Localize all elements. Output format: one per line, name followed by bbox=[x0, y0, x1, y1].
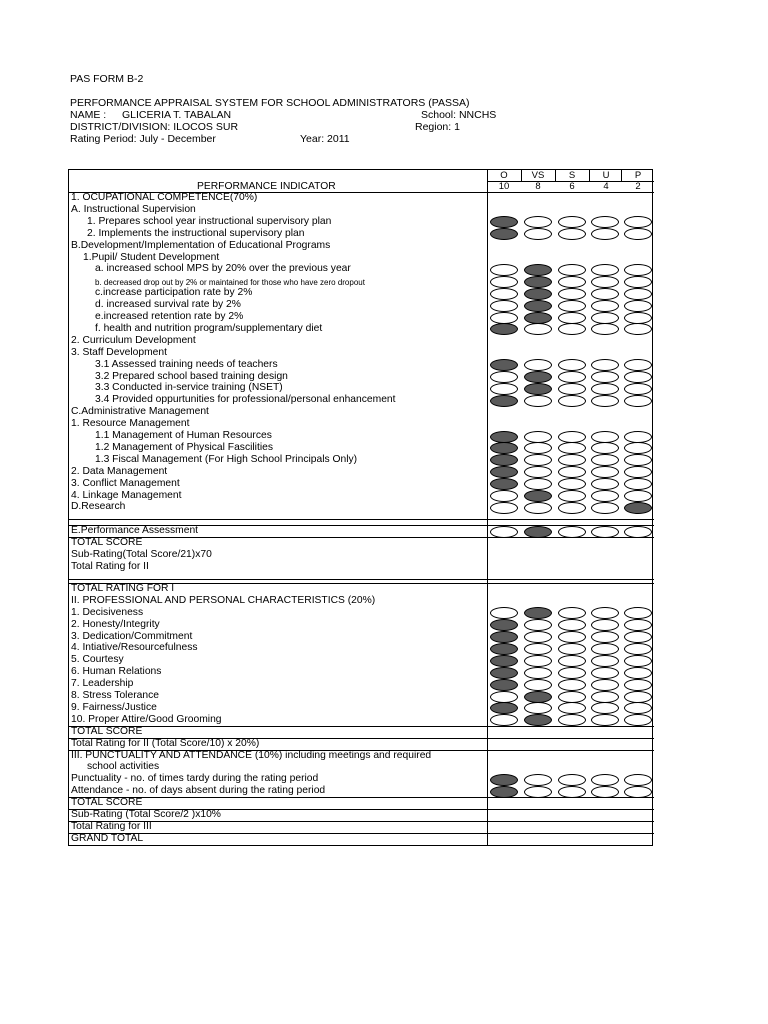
rating-bubble-vs[interactable] bbox=[524, 679, 552, 691]
indicator-label: 10. Proper Attire/Good Grooming bbox=[71, 713, 222, 725]
rating-bubble-o[interactable] bbox=[490, 300, 518, 312]
rating-bubble-s[interactable] bbox=[558, 774, 586, 786]
column-divider bbox=[589, 170, 590, 181]
rating-bubble-vs[interactable] bbox=[524, 786, 552, 798]
rating-bubble-vs[interactable] bbox=[524, 395, 552, 407]
indicator-label: 2. Data Management bbox=[71, 465, 168, 477]
column-code: U bbox=[602, 170, 610, 181]
rating-bubble-p[interactable] bbox=[624, 526, 652, 538]
rating-bubble-s[interactable] bbox=[558, 667, 586, 679]
indicator-label: 1. Decisiveness bbox=[71, 606, 144, 618]
indicator-label: Punctuality - no. of times tardy during the rating period bbox=[71, 773, 319, 785]
rating-bubble-s[interactable] bbox=[558, 643, 586, 655]
row-divider bbox=[69, 583, 654, 584]
rating-bubble-o[interactable] bbox=[490, 264, 518, 276]
indicator-label: a. increased school MPS by 20% over the previous year bbox=[95, 263, 351, 275]
rating-bubble-vs[interactable] bbox=[524, 359, 552, 371]
rating-bubble-u[interactable] bbox=[591, 702, 619, 714]
rating-bubble-s[interactable] bbox=[558, 786, 586, 798]
rating-bubble-vs[interactable] bbox=[524, 300, 552, 312]
indicator-label: 1.3 Fiscal Management (For High School Principals Only) bbox=[95, 453, 358, 465]
rating-bubble-o[interactable] bbox=[490, 702, 518, 714]
rating-bubble-vs[interactable] bbox=[524, 431, 552, 443]
rating-bubble-u[interactable] bbox=[591, 607, 619, 619]
rating-bubble-u[interactable] bbox=[591, 300, 619, 312]
rating-bubble-p[interactable] bbox=[624, 774, 652, 786]
rating-period-field: Rating Period: July - December bbox=[70, 133, 216, 145]
indicator-label: f. health and nutrition program/supplementary diet bbox=[95, 322, 323, 334]
rating-bubble-p[interactable] bbox=[624, 312, 652, 324]
indicator-label: 8. Stress Tolerance bbox=[71, 690, 159, 701]
rating-bubble-u[interactable] bbox=[591, 631, 619, 643]
rating-bubble-vs[interactable] bbox=[524, 312, 552, 324]
rating-bubble-u[interactable] bbox=[591, 371, 619, 383]
indicator-label: 4. Intiative/Resourcefulness bbox=[71, 642, 198, 654]
indicator-label: Total Rating for III bbox=[71, 820, 152, 832]
indicator-label: 4. Linkage Management bbox=[71, 489, 182, 501]
row-divider bbox=[69, 833, 654, 834]
rating-bubble-s[interactable] bbox=[558, 714, 586, 726]
rating-bubble-o[interactable] bbox=[490, 691, 518, 703]
indicator-label: 3. Dedication/Commitment bbox=[71, 630, 193, 642]
rating-bubble-s[interactable] bbox=[558, 619, 586, 631]
rating-bubble-vs[interactable] bbox=[524, 526, 552, 538]
rating-bubble-s[interactable] bbox=[558, 454, 586, 466]
rating-bubble-s[interactable] bbox=[558, 312, 586, 324]
indicator-label: 2. Implements the instructional supervisory plan bbox=[87, 227, 305, 239]
rating-bubble-p[interactable] bbox=[624, 607, 652, 619]
rating-bubble-o[interactable] bbox=[490, 323, 518, 335]
rating-bubble-o[interactable] bbox=[490, 466, 518, 478]
rating-bubble-p[interactable] bbox=[624, 478, 652, 490]
rating-bubble-p[interactable] bbox=[624, 395, 652, 407]
indicator-label: 7. Leadership bbox=[71, 678, 134, 690]
rating-bubble-u[interactable] bbox=[591, 323, 619, 335]
indicator-label: 3.4 Provided oppurtunities for professional/personal enhancement bbox=[95, 394, 396, 406]
rating-bubble-o[interactable] bbox=[490, 526, 518, 538]
column-divider bbox=[555, 170, 556, 181]
rating-bubble-p[interactable] bbox=[624, 228, 652, 240]
row-divider bbox=[69, 750, 654, 751]
rating-bubble-p[interactable] bbox=[624, 502, 652, 514]
rating-bubble-u[interactable] bbox=[591, 478, 619, 490]
column-points: 4 bbox=[603, 181, 609, 192]
rating-bubble-p[interactable] bbox=[624, 454, 652, 466]
rating-bubble-o[interactable] bbox=[490, 490, 518, 502]
rating-bubble-s[interactable] bbox=[558, 607, 586, 619]
rating-bubble-o[interactable] bbox=[490, 631, 518, 643]
indicator-label: A. Instructional Supervision bbox=[71, 203, 196, 215]
indicator-label: 1. Prepares school year instructional supervisory plan bbox=[87, 215, 332, 227]
rating-bubble-vs[interactable] bbox=[524, 288, 552, 300]
rating-bubble-u[interactable] bbox=[591, 655, 619, 667]
indicator-label: Attendance - no. of days absent during the rating period bbox=[71, 785, 326, 797]
rating-bubble-u[interactable] bbox=[591, 264, 619, 276]
rating-bubble-o[interactable] bbox=[490, 502, 518, 514]
form-id: PAS FORM B-2 bbox=[70, 73, 144, 85]
row-divider bbox=[69, 726, 654, 727]
rating-bubble-o[interactable] bbox=[490, 371, 518, 383]
rating-bubble-u[interactable] bbox=[591, 383, 619, 395]
rating-bubble-o[interactable] bbox=[490, 359, 518, 371]
rating-bubble-p[interactable] bbox=[624, 466, 652, 478]
indicator-label: 3. Conflict Management bbox=[71, 477, 180, 489]
rating-bubble-p[interactable] bbox=[624, 643, 652, 655]
rating-bubble-s[interactable] bbox=[558, 502, 586, 514]
rating-bubble-vs[interactable] bbox=[524, 323, 552, 335]
rating-bubble-s[interactable] bbox=[558, 490, 586, 502]
region-field: Region: 1 bbox=[415, 121, 460, 133]
rating-bubble-vs[interactable] bbox=[524, 702, 552, 714]
rating-bubble-p[interactable] bbox=[624, 288, 652, 300]
indicator-label: C.Administrative Management bbox=[71, 406, 209, 418]
column-points: 8 bbox=[535, 181, 541, 192]
rating-bubble-p[interactable] bbox=[624, 679, 652, 691]
column-code: P bbox=[634, 170, 642, 181]
rating-bubble-vs[interactable] bbox=[524, 714, 552, 726]
rating-bubble-u[interactable] bbox=[591, 490, 619, 502]
column-divider bbox=[487, 170, 488, 845]
rating-bubble-u[interactable] bbox=[591, 619, 619, 631]
rating-bubble-o[interactable] bbox=[490, 431, 518, 443]
rating-bubble-s[interactable] bbox=[558, 359, 586, 371]
row-divider bbox=[69, 797, 654, 798]
rating-bubble-p[interactable] bbox=[624, 431, 652, 443]
indicator-label: 3.3 Conducted in-service training (NSET) bbox=[95, 382, 283, 394]
indicator-label: 1.1 Management of Human Resources bbox=[95, 430, 272, 441]
rating-bubble-u[interactable] bbox=[591, 276, 619, 288]
indicator-label: b. decreased drop out by 2% or maintained for those who have zero dropout bbox=[95, 277, 365, 287]
indicator-label: 5. Courtesy bbox=[71, 654, 124, 666]
rating-bubble-vs[interactable] bbox=[524, 442, 552, 454]
rating-bubble-p[interactable] bbox=[624, 786, 652, 798]
column-code: O bbox=[500, 170, 508, 181]
row-divider bbox=[69, 519, 654, 520]
indicator-label: 3.2 Prepared school based training design bbox=[95, 370, 288, 382]
rating-bubble-o[interactable] bbox=[490, 216, 518, 228]
row-divider bbox=[69, 738, 654, 739]
rating-bubble-u[interactable] bbox=[591, 228, 619, 240]
rating-bubble-o[interactable] bbox=[490, 786, 518, 798]
rating-bubble-u[interactable] bbox=[591, 359, 619, 371]
rating-bubble-vs[interactable] bbox=[524, 454, 552, 466]
rating-bubble-p[interactable] bbox=[624, 359, 652, 371]
indicator-label: TOTAL SCORE bbox=[71, 797, 143, 809]
column-code: VS bbox=[531, 170, 545, 181]
rating-bubble-vs[interactable] bbox=[524, 383, 552, 395]
rating-bubble-s[interactable] bbox=[558, 679, 586, 691]
row-divider bbox=[69, 537, 654, 538]
rating-bubble-s[interactable] bbox=[558, 288, 586, 300]
rating-bubble-s[interactable] bbox=[558, 264, 586, 276]
rating-bubble-vs[interactable] bbox=[524, 691, 552, 703]
form-title: PERFORMANCE APPRAISAL SYSTEM FOR SCHOOL ADMINISTRATORS (PASSA) bbox=[70, 97, 470, 109]
rating-bubble-o[interactable] bbox=[490, 454, 518, 466]
indicator-label: 1. OCUPATIONAL COMPETENCE(70%) bbox=[71, 192, 258, 203]
indicator-label: 1.Pupil/ Student Development bbox=[83, 251, 220, 263]
rating-bubble-vs[interactable] bbox=[524, 619, 552, 631]
rating-bubble-vs[interactable] bbox=[524, 607, 552, 619]
rating-bubble-o[interactable] bbox=[490, 679, 518, 691]
rating-bubble-p[interactable] bbox=[624, 276, 652, 288]
rating-bubble-u[interactable] bbox=[591, 288, 619, 300]
rating-bubble-s[interactable] bbox=[558, 276, 586, 288]
indicator-label: Sub-Rating (Total Score/2 )x10% bbox=[71, 809, 221, 820]
rating-bubble-vs[interactable] bbox=[524, 631, 552, 643]
rating-bubble-p[interactable] bbox=[624, 667, 652, 679]
district-field: DISTRICT/DIVISION: ILOCOS SUR bbox=[70, 121, 239, 133]
indicator-label: 1.2 Management of Physical Fascilities bbox=[95, 441, 273, 453]
rating-bubble-p[interactable] bbox=[624, 490, 652, 502]
rating-bubble-s[interactable] bbox=[558, 371, 586, 383]
indicator-label: school activities bbox=[87, 761, 160, 773]
rating-bubble-o[interactable] bbox=[490, 667, 518, 679]
indicator-label: d. increased survival rate by 2% bbox=[95, 299, 241, 311]
rating-bubble-o[interactable] bbox=[490, 643, 518, 655]
rating-bubble-p[interactable] bbox=[624, 442, 652, 454]
rating-bubble-u[interactable] bbox=[591, 643, 619, 655]
indicator-label: D.Research bbox=[71, 501, 126, 513]
rating-bubble-u[interactable] bbox=[591, 442, 619, 454]
rating-bubble-u[interactable] bbox=[591, 679, 619, 691]
rating-bubble-o[interactable] bbox=[490, 619, 518, 631]
indicator-label: 6. Human Relations bbox=[71, 666, 162, 678]
rating-bubble-vs[interactable] bbox=[524, 655, 552, 667]
rating-bubble-u[interactable] bbox=[591, 454, 619, 466]
name-label: NAME : bbox=[70, 109, 107, 121]
rating-bubble-u[interactable] bbox=[591, 786, 619, 798]
rating-bubble-vs[interactable] bbox=[524, 490, 552, 502]
rating-bubble-u[interactable] bbox=[591, 466, 619, 478]
rating-bubble-o[interactable] bbox=[490, 228, 518, 240]
rating-bubble-p[interactable] bbox=[624, 264, 652, 276]
rating-bubble-o[interactable] bbox=[490, 395, 518, 407]
rating-bubble-u[interactable] bbox=[591, 431, 619, 443]
rating-bubble-vs[interactable] bbox=[524, 276, 552, 288]
indicator-label: c.increase participation rate by 2% bbox=[95, 287, 253, 299]
indicator-label: II. PROFESSIONAL AND PERSONAL CHARACTERISTICS (20%) bbox=[71, 594, 376, 606]
rating-bubble-vs[interactable] bbox=[524, 478, 552, 490]
column-divider bbox=[521, 170, 522, 181]
rating-bubble-p[interactable] bbox=[624, 323, 652, 335]
indicator-label: 3.1 Assessed training needs of teachers bbox=[95, 358, 278, 370]
rating-bubble-s[interactable] bbox=[558, 655, 586, 667]
indicator-label: 3. Staff Development bbox=[71, 346, 167, 358]
rating-bubble-u[interactable] bbox=[591, 691, 619, 703]
rating-bubble-u[interactable] bbox=[591, 714, 619, 726]
rating-bubble-s[interactable] bbox=[558, 323, 586, 335]
indicator-label: Total Rating for II (Total Score/10) x 20%) bbox=[71, 737, 260, 749]
rating-bubble-vs[interactable] bbox=[524, 502, 552, 514]
column-points: 6 bbox=[569, 181, 575, 192]
column-code: S bbox=[568, 170, 576, 181]
indicator-label: Total Rating for II bbox=[71, 561, 149, 572]
rating-bubble-u[interactable] bbox=[591, 502, 619, 514]
rating-bubble-s[interactable] bbox=[558, 300, 586, 312]
rating-bubble-p[interactable] bbox=[624, 619, 652, 631]
rating-bubble-o[interactable] bbox=[490, 383, 518, 395]
rating-bubble-s[interactable] bbox=[558, 691, 586, 703]
rating-bubble-o[interactable] bbox=[490, 774, 518, 786]
column-points: 10 bbox=[498, 181, 510, 192]
appraisal-table bbox=[68, 169, 653, 846]
rating-bubble-s[interactable] bbox=[558, 478, 586, 490]
rating-bubble-p[interactable] bbox=[624, 691, 652, 703]
indicator-header: PERFORMANCE INDICATOR bbox=[197, 181, 336, 192]
name-value: GLICERIA T. TABALAN bbox=[122, 109, 232, 121]
rating-bubble-p[interactable] bbox=[624, 702, 652, 714]
indicator-label: TOTAL SCORE bbox=[71, 537, 143, 549]
rating-bubble-p[interactable] bbox=[624, 714, 652, 726]
indicator-label: 2. Honesty/Integrity bbox=[71, 618, 160, 630]
rating-bubble-vs[interactable] bbox=[524, 264, 552, 276]
rating-bubble-s[interactable] bbox=[558, 631, 586, 643]
rating-bubble-o[interactable] bbox=[490, 288, 518, 300]
indicator-label: Sub-Rating(Total Score/21)x70 bbox=[71, 549, 212, 561]
rating-bubble-vs[interactable] bbox=[524, 466, 552, 478]
indicator-label: TOTAL SCORE bbox=[71, 725, 143, 737]
rating-bubble-vs[interactable] bbox=[524, 228, 552, 240]
column-points: 2 bbox=[635, 181, 641, 192]
rating-bubble-u[interactable] bbox=[591, 774, 619, 786]
rating-bubble-o[interactable] bbox=[490, 714, 518, 726]
rating-bubble-s[interactable] bbox=[558, 228, 586, 240]
rating-bubble-vs[interactable] bbox=[524, 216, 552, 228]
indicator-label: III. PUNCTUALITY AND ATTENDANCE (10%) including meetings and required bbox=[71, 749, 432, 761]
school-field: School: NNCHS bbox=[421, 109, 497, 121]
rating-bubble-s[interactable] bbox=[558, 383, 586, 395]
rating-bubble-s[interactable] bbox=[558, 466, 586, 478]
rating-bubble-o[interactable] bbox=[490, 442, 518, 454]
rating-bubble-vs[interactable] bbox=[524, 774, 552, 786]
rating-bubble-s[interactable] bbox=[558, 702, 586, 714]
indicator-label: B.Development/Implementation of Educational Programs bbox=[71, 239, 331, 251]
row-divider bbox=[69, 809, 654, 810]
rating-bubble-u[interactable] bbox=[591, 395, 619, 407]
indicator-label: 1. Resource Management bbox=[71, 418, 190, 430]
rating-bubble-u[interactable] bbox=[591, 526, 619, 538]
rating-bubble-o[interactable] bbox=[490, 312, 518, 324]
rating-bubble-vs[interactable] bbox=[524, 371, 552, 383]
indicator-label: TOTAL RATING FOR I bbox=[71, 582, 175, 594]
rating-bubble-o[interactable] bbox=[490, 478, 518, 490]
rating-bubble-p[interactable] bbox=[624, 383, 652, 395]
indicator-label: 2. Curriculum Development bbox=[71, 334, 196, 346]
rating-bubble-s[interactable] bbox=[558, 216, 586, 228]
year-field: Year: 2011 bbox=[300, 133, 350, 145]
rating-bubble-p[interactable] bbox=[624, 216, 652, 228]
rating-bubble-u[interactable] bbox=[591, 216, 619, 228]
rating-bubble-s[interactable] bbox=[558, 431, 586, 443]
rating-bubble-p[interactable] bbox=[624, 371, 652, 383]
rating-bubble-p[interactable] bbox=[624, 631, 652, 643]
rating-bubble-u[interactable] bbox=[591, 667, 619, 679]
rating-bubble-u[interactable] bbox=[591, 312, 619, 324]
rating-bubble-s[interactable] bbox=[558, 395, 586, 407]
indicator-label: e.increased retention rate by 2% bbox=[95, 311, 244, 322]
rating-bubble-p[interactable] bbox=[624, 300, 652, 312]
indicator-label: 9. Fairness/Justice bbox=[71, 701, 157, 713]
column-divider bbox=[621, 170, 622, 181]
rating-bubble-s[interactable] bbox=[558, 526, 586, 538]
indicator-label: GRAND TOTAL bbox=[71, 832, 144, 844]
rating-bubble-o[interactable] bbox=[490, 276, 518, 288]
rating-bubble-s[interactable] bbox=[558, 442, 586, 454]
rating-bubble-o[interactable] bbox=[490, 655, 518, 667]
rating-bubble-vs[interactable] bbox=[524, 643, 552, 655]
rating-bubble-o[interactable] bbox=[490, 607, 518, 619]
rating-bubble-p[interactable] bbox=[624, 655, 652, 667]
indicator-label: E.Performance Assessment bbox=[71, 525, 199, 537]
rating-bubble-vs[interactable] bbox=[524, 667, 552, 679]
row-divider bbox=[69, 579, 654, 580]
row-divider bbox=[69, 821, 654, 822]
